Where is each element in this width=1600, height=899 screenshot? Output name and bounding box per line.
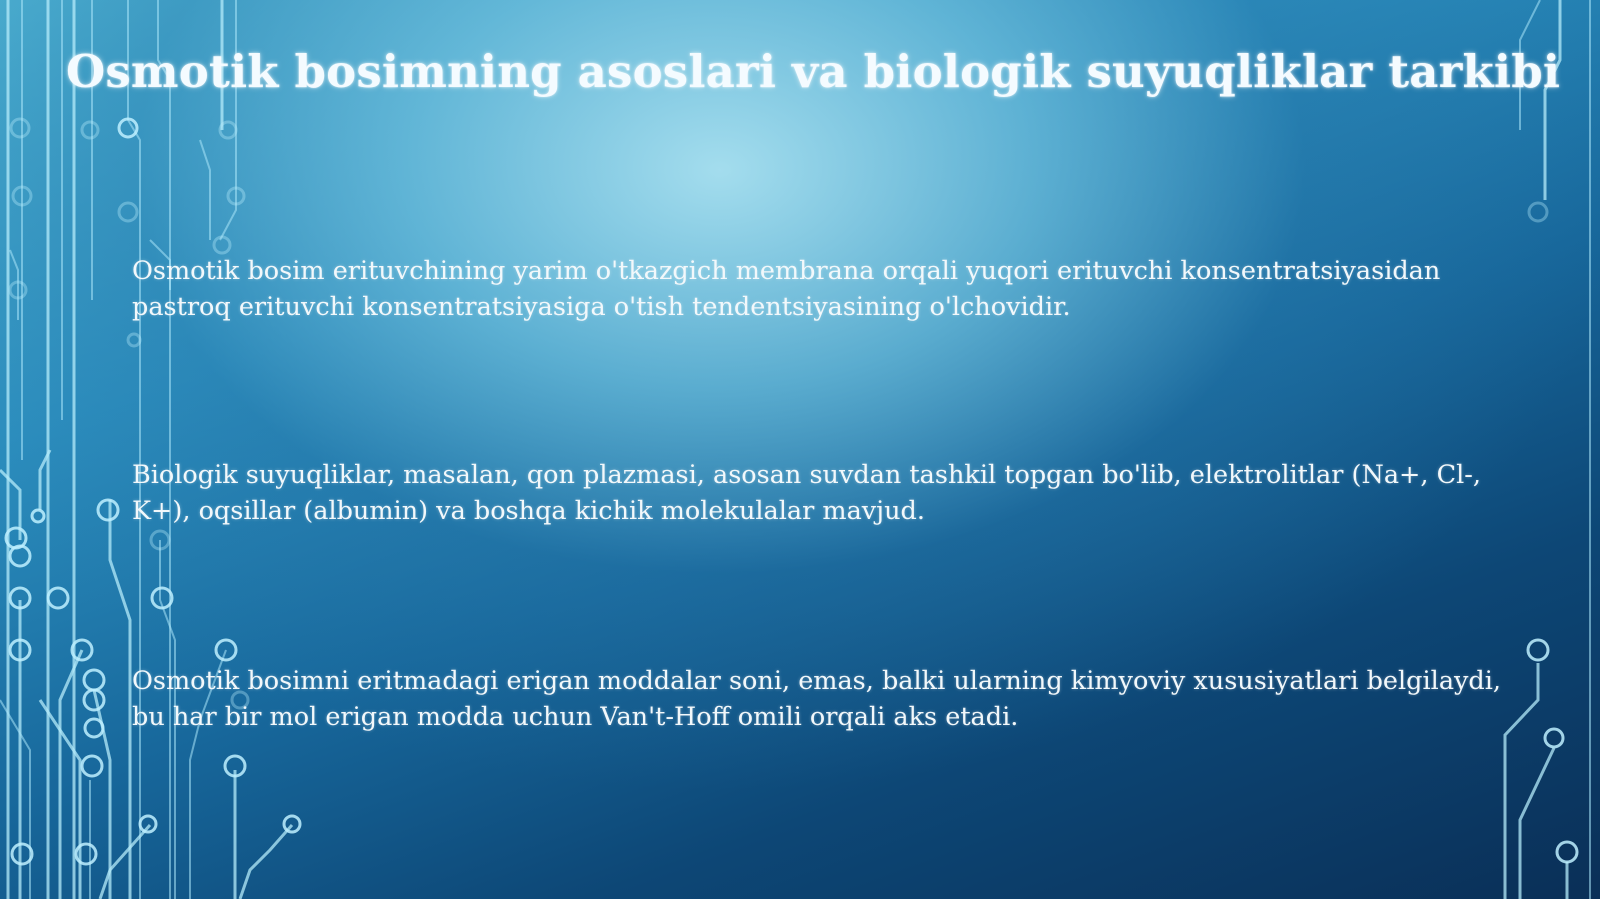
paragraph-osmotic-pressure-definition: Osmotik bosim erituvchining yarim o'tkazgich membrana orqali yuqori erituvchi konsentratsiyasidan pastroq erituvchi konsentratsiyasiga o'tish tendentsiyasining o'lchovidir. bbox=[132, 256, 1441, 322]
slide-title: Osmotik bosimning asoslari va biologik suyuqliklar tarkibi bbox=[66, 45, 1561, 98]
paragraph-vant-hoff-factor: Osmotik bosimni eritmadagi erigan moddalar soni, emas, balki ularning kimyoviy xususiyatlari belgilaydi, bu har bir mol erigan modda uchun Van't-Hoff omili orqali aks etadi. bbox=[132, 666, 1502, 732]
paragraph-biological-fluids: Biologik suyuqliklar, masalan, qon plazmasi, asosan suvdan tashkil topgan bo'lib, elektrolitlar (Na+, Cl-, K+), oqsillar (albumin) va boshqa kichik molekulalar mavjud. bbox=[132, 460, 1481, 526]
